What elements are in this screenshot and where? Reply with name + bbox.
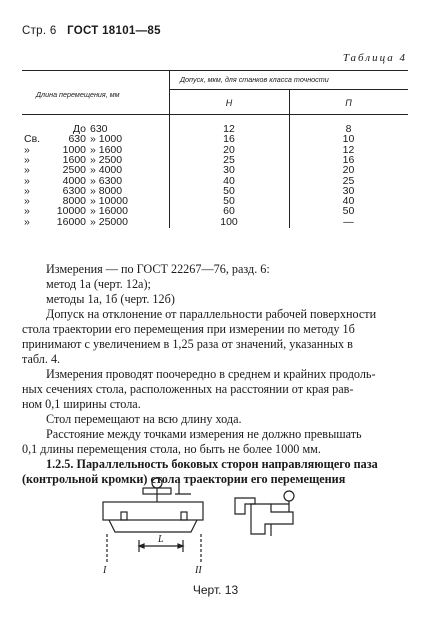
column-header-tolerance: Допуск, мкм, для станков класса точности — [180, 75, 329, 84]
table-cell-h: 20 — [223, 143, 235, 156]
table-cell-p: — — [343, 215, 354, 228]
table-cell-to: » 25000 — [90, 215, 128, 228]
table-cell-to: » 6300 — [90, 174, 123, 187]
table-cell-to: » 1000 — [90, 133, 123, 146]
figure-caption: Черт. 13 — [192, 583, 239, 597]
column-header-class-h: Н — [225, 98, 233, 108]
table-header-rule — [22, 114, 408, 115]
paragraph-line: Измерения — по ГОСТ 22267—76, разд. 6: — [46, 262, 270, 276]
table-top-rule — [22, 70, 408, 71]
table-cell-to: » 2500 — [90, 153, 123, 166]
table-cell-pre: » — [24, 164, 30, 177]
paragraph-line: табл. 4. — [22, 352, 61, 366]
column-header-length: Длина перемещения, мм — [36, 90, 120, 99]
page-header — [22, 25, 161, 37]
table-cell-h: 25 — [223, 153, 235, 166]
paragraph-line: Расстояние между точками измерения не должно превышать — [46, 427, 362, 441]
column-header-class-p: П — [345, 98, 352, 108]
figure-label-l: L — [158, 534, 164, 545]
table-cell-from: До — [72, 123, 86, 135]
side-guide-shape — [235, 498, 255, 514]
paragraph-line: принимают с увеличением в 1,25 раза от значений, указанных в — [22, 337, 353, 351]
table-cell-p: 16 — [342, 153, 355, 166]
table-cell-h: 40 — [223, 174, 235, 187]
table-cell-from: 630 — [68, 133, 86, 146]
table-cell-from: 10000 — [56, 205, 86, 218]
paragraph-line: Допуск на отклонение от параллельности рабочей поверхности — [46, 307, 377, 321]
page-number: Стр. 6 — [22, 25, 57, 37]
table-cell-to: » 10000 — [90, 195, 128, 208]
table-cell-from: 8000 — [62, 195, 86, 208]
table-cell-to: » 16000 — [90, 205, 128, 218]
table-cell-from: 16000 — [56, 215, 86, 228]
table-cell-from: 4000 — [62, 174, 86, 187]
indicator-icon — [152, 478, 162, 488]
table-cell-h: 12 — [223, 123, 235, 135]
table-cell-p: 25 — [342, 174, 355, 187]
table-cell-p: 40 — [342, 195, 355, 208]
table-cell-p: 20 — [342, 164, 355, 177]
table-base-shape — [109, 520, 197, 532]
table-cell-h: 50 — [223, 184, 235, 197]
table-label: Таблица 4 — [342, 52, 407, 64]
table-cell-pre: » — [24, 174, 30, 187]
paragraph-line: Измерения проводят поочередно в среднем и крайних продоль- — [46, 367, 376, 381]
table-cell-pre: » — [24, 205, 30, 218]
slot-left-shape — [121, 512, 127, 520]
table-cell-p: 8 — [345, 123, 352, 135]
paragraph-line: 0,1 длины перемещения стола, но быть не более 1000 мм. — [22, 442, 321, 456]
table-cell-to: » 1600 — [90, 143, 123, 156]
table-cell-h: 100 — [220, 215, 238, 228]
section-heading-line: 1.2.5. Параллельность боковых сторон направляющего паза — [46, 457, 378, 471]
table-cell-pre: » — [24, 184, 30, 197]
paragraph-line: методы 1а, 1б (черт. 12б) — [46, 292, 175, 306]
table-cell-h: 30 — [223, 164, 235, 177]
paragraph-line: метод 1а (черт. 12а); — [46, 277, 151, 291]
paragraph-line: Стол перемещают на всю длину хода. — [46, 412, 242, 426]
table-cell-to: » 8000 — [90, 184, 123, 197]
table-cell-p: 10 — [342, 133, 355, 146]
paragraph-line: стола траектории его перемещения при измерении по методу 1б — [22, 322, 355, 336]
table-cell-pre: » — [24, 195, 30, 208]
table-cell-from: 1000 — [62, 143, 86, 156]
table-cell-pre: » — [24, 215, 30, 228]
table-cell-h: 50 — [223, 195, 235, 208]
table-cell-h: 60 — [223, 205, 235, 218]
table-cell-p: 50 — [342, 205, 355, 218]
table-cell-from: 1600 — [62, 153, 86, 166]
figure-13-drawing — [95, 474, 335, 576]
table-cell-to: 630 — [90, 123, 108, 135]
table-cell-p: 12 — [342, 143, 355, 156]
slot-right-shape — [181, 512, 187, 520]
table-cell-h: 16 — [223, 133, 235, 146]
support-shape — [175, 478, 191, 494]
table-cell-pre: » — [24, 143, 30, 156]
paragraph-line: ном 0,1 ширины стола. — [22, 397, 141, 411]
table-cell-from: 6300 — [62, 184, 86, 197]
side-table-shape — [251, 504, 293, 534]
figure-label-i: I — [103, 565, 107, 576]
section-heading-line: (контрольной кромки) стола траектории его перемещения — [22, 472, 346, 486]
paragraph-line: ных сечениях стола, расположенных на расстоянии от края рав- — [22, 382, 354, 396]
tolerance-table — [22, 70, 408, 228]
table-cell-pre: Св. — [24, 133, 41, 146]
table-body-shape — [103, 502, 203, 520]
table-cell-from: 2500 — [62, 164, 86, 177]
table-cell-p: 30 — [342, 184, 355, 197]
figure-label-ii: II — [195, 565, 202, 576]
standard-number: ГОСТ 18101—85 — [67, 25, 161, 37]
table-cell-pre: » — [24, 153, 30, 166]
side-indicator-icon — [284, 491, 294, 501]
table-cell-to: » 4000 — [90, 164, 123, 177]
